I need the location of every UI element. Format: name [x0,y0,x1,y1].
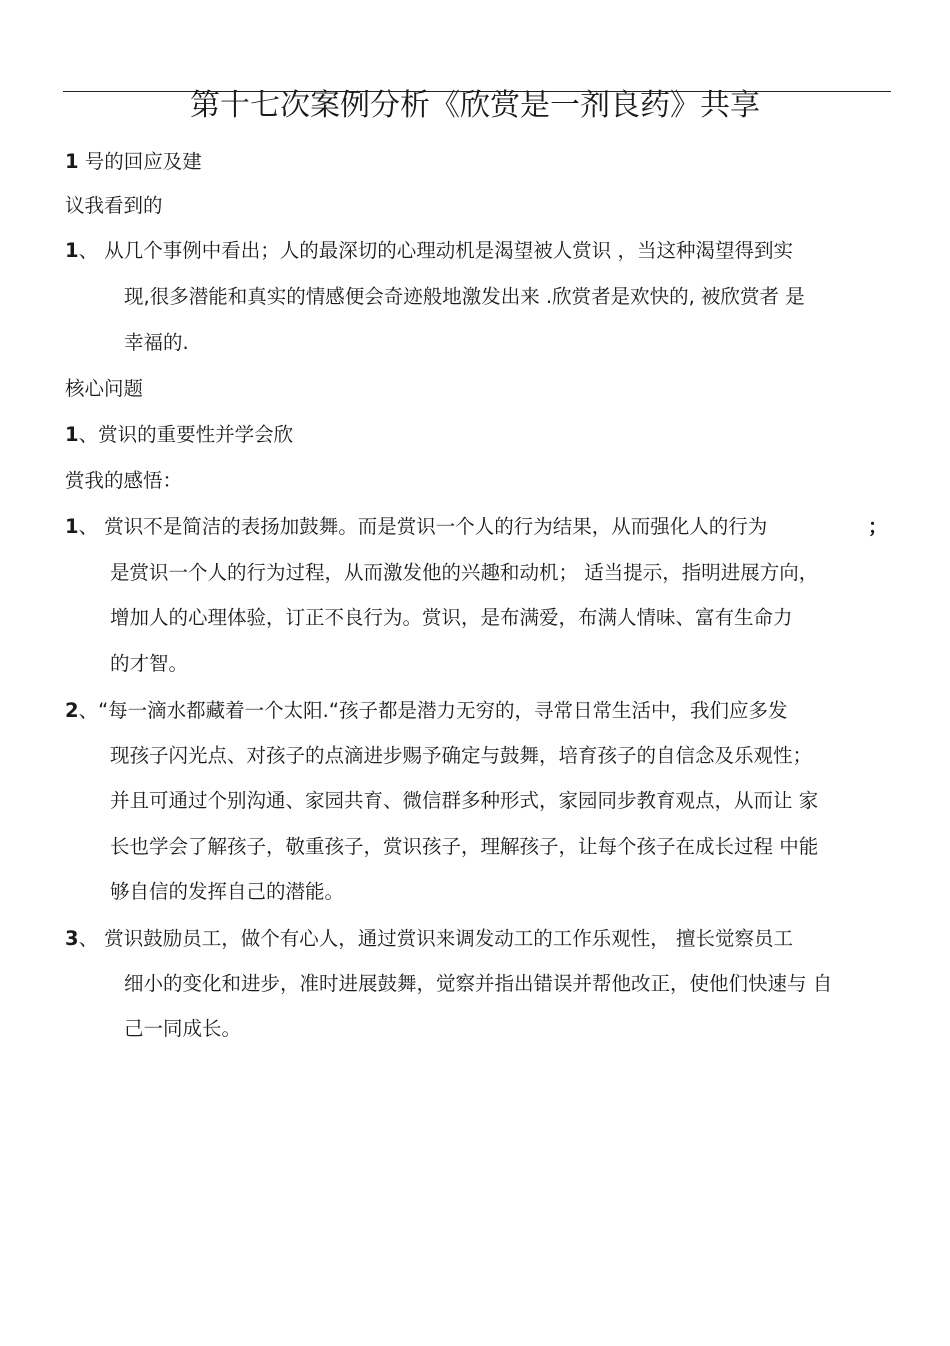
section3-item2-line2: 现孩子闪光点、对孩子的点滴进步赐予确定与鼓舞，培育孩子的自信念及乐观性； [110,744,813,767]
document-title: 第十七次案例分析《欣赏是一剂良药》共享 [190,88,760,123]
section3-item1-line2: 是赏识一个人的行为过程，从而激发他的兴趣和动机； 适当提示，指明进展方向， [110,561,819,584]
section1-item1-line3: 幸福的. [124,331,189,354]
list-separator: 、 [78,927,105,950]
list-number: 1 [65,423,79,446]
section3-item3-line2: 细小的变化和进步，准时进展鼓舞，觉察并指出错误并帮他改正，使他们快速与 自 [124,972,833,995]
section3-item2-line1 [65,698,787,724]
section3-item3-line3: 己一同成长。 [124,1017,242,1040]
section1-heading-b: 议我看到的 [65,194,163,217]
section3-item1-trailing-semicolon: ； [868,515,888,538]
section3-item2-line3: 并且可通过个别沟通、家园共育、微信群多种形式，家园同步教育观点，从而让 家 [110,789,819,812]
section2-question1 [65,422,293,448]
list-text: 、“每一滴水都藏着一个太阳.“孩子都是潜力无穷的，寻常日常生活中，我们应多发 [78,699,788,722]
list-separator: 、 [78,515,105,538]
section3-item1-line4: 的才智。 [110,652,189,675]
section2-question1-cont: 赏我的感悟： [65,469,183,492]
section1-item1-line2: 现,很多潜能和真实的情感便会奇迹般地激发出来 .欣赏者是欢快的, 被欣赏者 是 [124,285,805,308]
section2-heading: 核心问题 [65,377,144,400]
list-separator: 、 [78,239,105,262]
section1-heading-num: 1 [65,150,79,173]
list-text: 赏识鼓励员工，做个有心人，通过赏识来调发动工的工作乐观性， 擅长觉察员工 [104,927,793,950]
section3-item1-line1 [65,514,767,540]
section3-item2-line5: 够自信的发挥自己的潜能。 [110,880,345,903]
list-text: 从几个事例中看出；人的最深切的心理动机是渴望被人赏识 ，当这种渴望得到实 [104,239,793,262]
section3-item1-line3: 增加人的心理体验，订正不良行为。赏识，是布满爱，布满人情味、富有生命力 [110,606,793,629]
section1-heading-a [65,149,202,175]
list-text: 赏识不是简洁的表扬加鼓舞。而是赏识一个人的行为结果，从而强化人的行为 [104,515,768,538]
section3-item2-line4: 长也学会了解孩子，敬重孩子，赏识孩子，理解孩子，让每个孩子在成长过程 中能 [110,835,819,858]
section3-item3-line1 [65,926,793,952]
section1-heading-text: 号的回应及建 [78,150,202,173]
list-number: 1 [65,515,79,538]
list-number: 3 [65,927,79,950]
list-text: 、赏识的重要性并学会欣 [78,423,294,446]
list-number: 1 [65,239,79,262]
section1-item1-line1 [65,238,793,264]
list-number: 2 [65,699,79,722]
